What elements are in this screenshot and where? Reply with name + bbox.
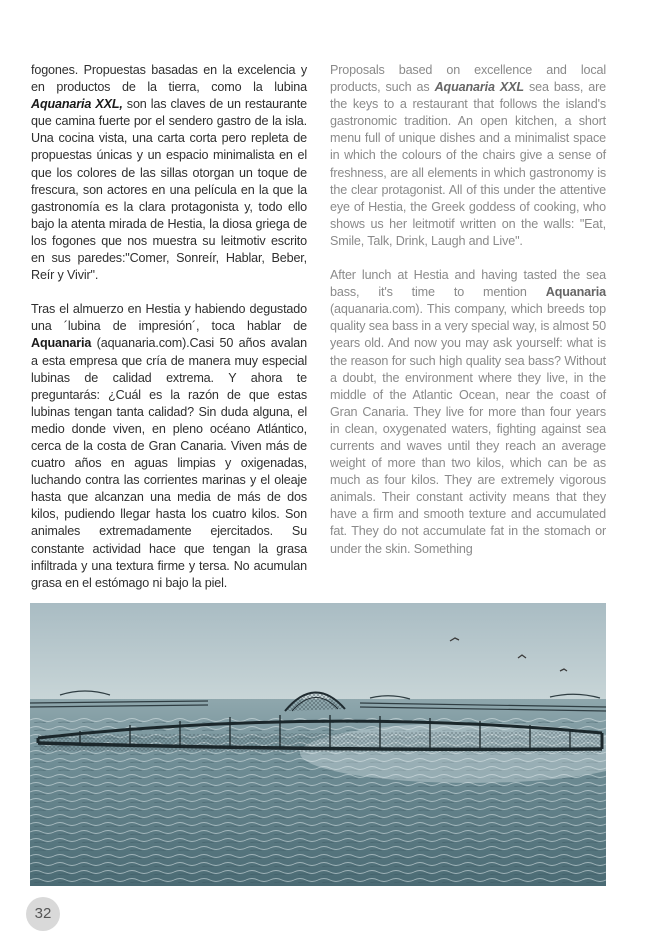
- spanish-paragraph-2: [31, 301, 307, 592]
- text-run: Tras el almuerzo en Hestia y habiendo degustado una ´lubina de impresión´, toca hablar de: [31, 302, 307, 334]
- brand-name: Aquanaria: [31, 336, 92, 351]
- text-run: fogones. Propuestas basadas en la excelencia y en productos de la tierra, como la lubina: [31, 63, 307, 95]
- english-paragraph-1: [330, 62, 606, 250]
- text-run: After lunch at Hestia and having tasted the sea bass, it's time to mention: [330, 268, 606, 300]
- english-paragraph-2: [330, 267, 606, 558]
- text-run: (aquanaria.com).Casi 50 años avalan a esta empresa que cría de manera muy especial lubinas de calidad extrema. Y ahora te preguntarás: ¿Cuál es la razón de que estas lubinas tengan tanta calidad? Sin duda alguna, el medio donde viven, en pleno océano Atlántico, cerca de la costa de Gran Canaria. Viven más de cuatro años en aguas limpias y oxigenadas, luchando contra las corrientes marinas y el oleaje hasta que alcanzan una media de más de dos kilos, pudiendo llegar hasta los cuatro kilos. Son animales extremadamente ejercitados. Su constante actividad hace que tengan la grasa infiltrada y una textura firme y tersa. No acumulan grasa en el estómago ni bajo la piel.: [31, 336, 307, 590]
- text-run: Proposals based on excellence and local products, such as: [330, 63, 606, 95]
- spanish-paragraph-1: [31, 62, 307, 284]
- text-run: son las claves de un restaurante que camina fuerte por el sendero gastro de la isla. Una cocina vista, una carta corta pero repleta de propuestas únicas y un espacio minimalista en el que los colores de las sillas otorgan un toque de frescura, son actores en una película en la que la gastronomía es la clara protagonista y, todo ello bajo la atenta mirada de Hestia, la diosa griega de los fogones que nos muestra su leitmotiv escrito en sus paredes:"Comer, Sonreír, Hablar, Beber, Reír y Vivir".: [31, 97, 307, 283]
- brand-name: Aquanaria XXL,: [31, 97, 123, 112]
- spanish-column: [31, 62, 307, 592]
- english-column: [330, 62, 606, 558]
- text-run: (aquanaria.com). This company, which breeds top quality sea bass in a very special way, is almost 50 years old. And now you may ask yourself: what is the reason for such high quality sea bass? Without a doubt, the environment where they live, in the middle of the Atlantic Ocean, near the coast of Gran Canaria. They live for more than four years in clean, oxygenated waters, fighting against sea currents and waves until they reach an average weight of more than two kilos, which can be as much as four kilos. They are extremely vigorous animals. Their constant activity means that they have a firm and smooth texture and accumulated fat. They do not accumulate fat in the stomach or under the skin. Something: [330, 302, 606, 556]
- fish-farm-photo: [30, 603, 606, 886]
- brand-name: Aquanaria: [545, 285, 606, 300]
- text-run: sea bass, are the keys to a restaurant that follows the island's gastronomic tradition. An open kitchen, a short menu full of unique dishes and a minimalist space in which the colours of the chairs give a sense of freshness, are all elements in which gastronomy is the clear protagonist. All of this under the attentive eye of Hestia, the Greek goddess of cooking, who shows us her leitmotif written on the walls: "Eat, Smile, Talk, Drink, Laugh and Live".: [330, 80, 606, 248]
- page-number: 32: [26, 897, 60, 931]
- brand-name: Aquanaria XXL: [434, 80, 524, 95]
